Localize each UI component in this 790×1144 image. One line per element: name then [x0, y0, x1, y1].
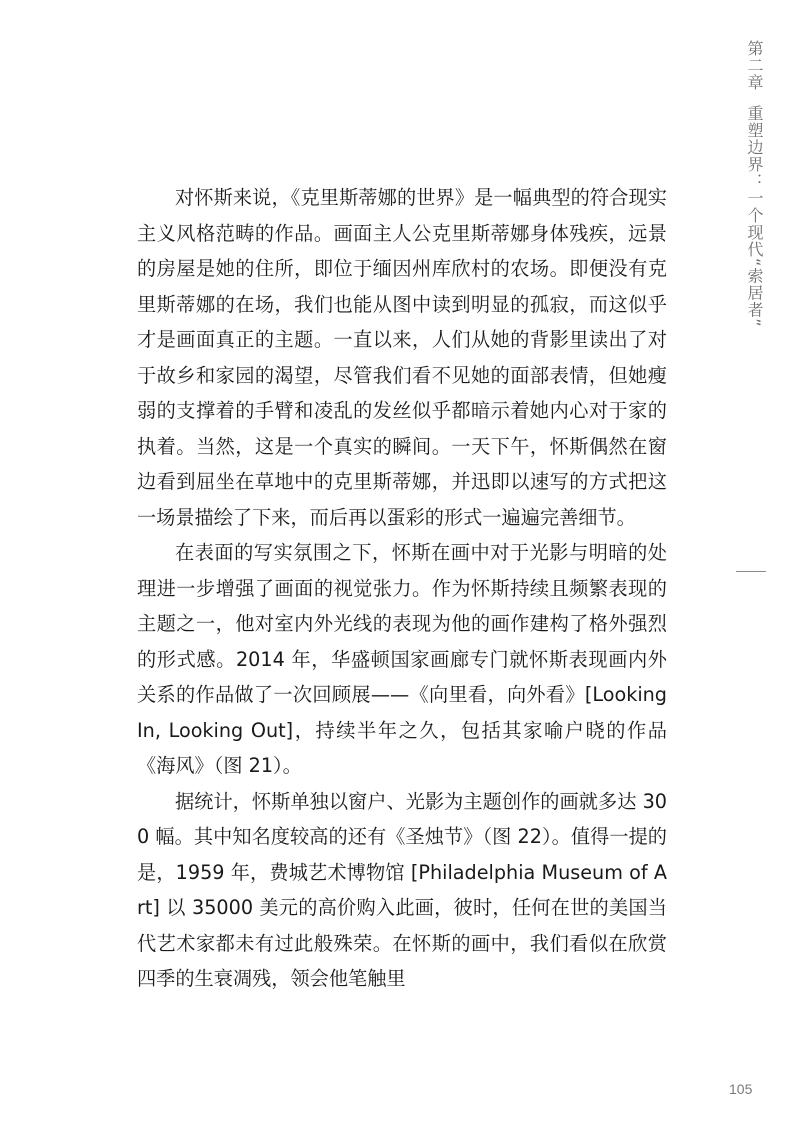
- chapter-number: 第二章: [745, 40, 764, 91]
- paragraph-2: 在表面的写实氛围之下，怀斯在画中对于光影与明暗的处理进一步增强了画面的视觉张力。作为怀斯持续且频繁表现的主题之一，他对室内外光线的表现为他的画作建构了格外强烈的形式感。2014 年，华盛顿国家画廊专门就怀斯表现画内外关系的作品做了一次回顾展——《向里看，向外看》[Looking In, Looking Out]，持续半年之久，包括其家喻户晓的作品《海风》（图 21）。: [137, 541, 667, 777]
- running-head: [742, 40, 766, 328]
- body-text: [137, 180, 667, 997]
- margin-rule: [736, 571, 766, 572]
- page-number: 105: [729, 1081, 753, 1097]
- paragraph-1: 对怀斯来说，《克里斯蒂娜的世界》是一幅典型的符合现实主义风格范畴的作品。画面主人公克里斯蒂娜身体残疾，远景的房屋是她的住所，即位于缅因州库欣村的农场。即便没有克里斯蒂娜的在场，我们也能从图中读到明显的孤寂，而这似乎才是画面真正的主题。一直以来，人们从她的背影里读出了对于故乡和家园的渴望，尽管我们看不见她的面部表情，但她瘦弱的支撑着的手臂和凌乱的发丝似乎都暗示着她内心对于家的执着。当然，这是一个真实的瞬间。一天下午，怀斯偶然在窗边看到屈坐在草地中的克里斯蒂娜，并迅即以速写的方式把这一场景描绘了下来，而后再以蛋彩的形式一遍遍完善细节。: [137, 186, 667, 529]
- paragraph-3: 据统计，怀斯单独以窗户、光影为主题创作的画就多达 300 幅。其中知名度较高的还有《圣烛节》（图 22）。值得一提的是，1959 年，费城艺术博物馆 [Philadelphia Museum of Art] 以 35000 美元的高价购入此画，彼时，任何在世的美国当代艺术家都未有过此般殊荣。在怀斯的画中，我们看似在欣赏四季的生衰凋残，领会他笔触里: [137, 789, 667, 990]
- chapter-title: 重塑边界：一个现代“索居者”: [745, 105, 764, 328]
